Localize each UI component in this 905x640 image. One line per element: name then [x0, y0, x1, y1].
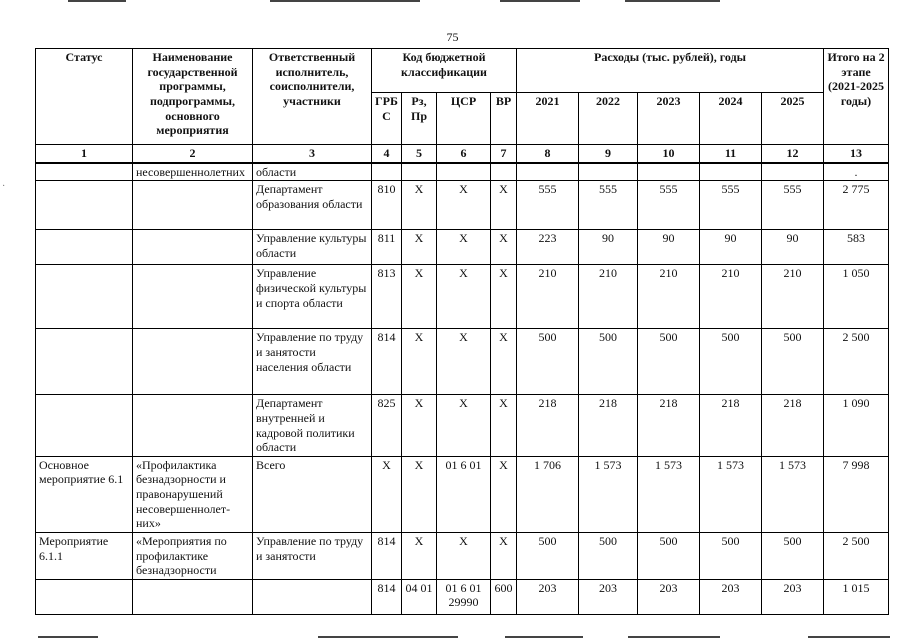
cell-2021: 210: [517, 265, 579, 329]
cell-csr: [437, 163, 491, 181]
header-year-2021: 2021: [517, 93, 579, 145]
cell-status: [36, 329, 133, 395]
table-row: [36, 230, 889, 265]
column-number: 7: [491, 145, 517, 163]
cell-total: 2 500: [824, 532, 889, 579]
cell-status: [36, 265, 133, 329]
cell-2021: 500: [517, 532, 579, 579]
cell-vr: Х: [491, 456, 517, 532]
cell-2022: 555: [579, 181, 638, 230]
cell-csr: Х: [437, 230, 491, 265]
cell-vr: 600: [491, 579, 517, 614]
cell-2025: 218: [762, 395, 824, 457]
header-year-2023: 2023: [638, 93, 700, 145]
header-vr: ВР: [491, 93, 517, 145]
cell-2022: 90: [579, 230, 638, 265]
budget-table: [35, 48, 889, 615]
cell-executor: Управление культуры области: [253, 230, 372, 265]
cell-total: 2 500: [824, 329, 889, 395]
cell-csr: Х: [437, 395, 491, 457]
cell-name: [133, 230, 253, 265]
cell-vr: [491, 163, 517, 181]
bottom-edge-line-4: [628, 636, 720, 638]
cell-grbs: 825: [372, 395, 402, 457]
cell-2025: [762, 163, 824, 181]
cell-2025: 1 573: [762, 456, 824, 532]
cell-status: [36, 230, 133, 265]
cell-executor: Управление по труду и занятости населения области: [253, 329, 372, 395]
cell-executor: Департамент образования области: [253, 181, 372, 230]
cell-2022: 218: [579, 395, 638, 457]
cell-2024: 218: [700, 395, 762, 457]
cell-csr: Х: [437, 532, 491, 579]
cell-2022: 500: [579, 532, 638, 579]
cell-executor: [253, 579, 372, 614]
cell-2023: 555: [638, 181, 700, 230]
cell-csr: Х: [437, 181, 491, 230]
cell-2021: 500: [517, 329, 579, 395]
table-row: [36, 265, 889, 329]
cell-2021: 555: [517, 181, 579, 230]
cell-2024: 500: [700, 532, 762, 579]
cell-2023: 210: [638, 265, 700, 329]
cell-total: 7 998: [824, 456, 889, 532]
cell-status: Мероприятие 6.1.1: [36, 532, 133, 579]
cell-name: несовершеннолетних: [133, 163, 253, 181]
cell-grbs: [372, 163, 402, 181]
bottom-edge-line-2: [318, 636, 458, 638]
column-number: 6: [437, 145, 491, 163]
header-csr: ЦСР: [437, 93, 491, 145]
cell-2022: 500: [579, 329, 638, 395]
cell-2023: 90: [638, 230, 700, 265]
table-body: [36, 163, 889, 615]
cell-executor: Департамент внутренней и кадровой политики области: [253, 395, 372, 457]
bottom-edge-line-3: [505, 636, 583, 638]
top-edge-line-4: [625, 0, 720, 2]
cell-csr: 01 6 01: [437, 456, 491, 532]
cell-status: [36, 395, 133, 457]
header-year-2025: 2025: [762, 93, 824, 145]
header-status: Статус: [36, 49, 133, 145]
column-number: 13: [824, 145, 889, 163]
table-row: [36, 456, 889, 532]
column-number-row: [36, 145, 889, 163]
header-name: Наименование государственной программы, подпрограммы, основного мероприятия: [133, 49, 253, 145]
column-number: 12: [762, 145, 824, 163]
bottom-edge-line-5: [808, 636, 890, 638]
cell-2025: 210: [762, 265, 824, 329]
column-number: 11: [700, 145, 762, 163]
cell-2024: 90: [700, 230, 762, 265]
cell-2023: [638, 163, 700, 181]
cell-rzpr: Х: [402, 181, 437, 230]
cell-grbs: 814: [372, 579, 402, 614]
stray-mark: ·: [2, 181, 6, 192]
cell-rzpr: Х: [402, 230, 437, 265]
table-row: [36, 163, 889, 181]
cell-grbs: 810: [372, 181, 402, 230]
header-total: Итого на 2 этапе (2021-2025 годы): [824, 49, 889, 145]
cell-2023: 203: [638, 579, 700, 614]
cell-2023: 500: [638, 532, 700, 579]
cell-total: 1 090: [824, 395, 889, 457]
cell-rzpr: [402, 163, 437, 181]
table-row: [36, 532, 889, 579]
cell-2022: 1 573: [579, 456, 638, 532]
cell-name: «Профилактика безнадзорности и правонарушений несовершеннолет-них»: [133, 456, 253, 532]
top-edge-line-2: [270, 0, 420, 2]
cell-2025: 203: [762, 579, 824, 614]
cell-grbs: Х: [372, 456, 402, 532]
cell-2022: 203: [579, 579, 638, 614]
table-row: [36, 181, 889, 230]
header-budget-code: Код бюджетной классификации: [372, 49, 517, 93]
cell-name: «Мероприятия по профилактике безнадзорности: [133, 532, 253, 579]
header-grbs: ГРБ С: [372, 93, 402, 145]
cell-2025: 555: [762, 181, 824, 230]
column-number: 4: [372, 145, 402, 163]
cell-vr: Х: [491, 230, 517, 265]
bottom-edge-line-1: [38, 636, 98, 638]
cell-grbs: 814: [372, 329, 402, 395]
cell-2021: 203: [517, 579, 579, 614]
table-row: [36, 395, 889, 457]
cell-rzpr: Х: [402, 532, 437, 579]
header-expenses: Расходы (тыс. рублей), годы: [517, 49, 824, 93]
cell-2022: 210: [579, 265, 638, 329]
cell-csr: Х: [437, 329, 491, 395]
cell-executor: Управление по труду и занятости: [253, 532, 372, 579]
cell-total: 2 775: [824, 181, 889, 230]
cell-rzpr: Х: [402, 329, 437, 395]
cell-rzpr: Х: [402, 395, 437, 457]
column-number: 5: [402, 145, 437, 163]
table-row: [36, 579, 889, 614]
cell-2021: 218: [517, 395, 579, 457]
cell-grbs: 814: [372, 532, 402, 579]
table-row: [36, 329, 889, 395]
cell-2023: 500: [638, 329, 700, 395]
cell-2025: 500: [762, 329, 824, 395]
cell-name: [133, 395, 253, 457]
cell-2024: [700, 163, 762, 181]
cell-rzpr: Х: [402, 456, 437, 532]
cell-2023: 1 573: [638, 456, 700, 532]
cell-2021: 223: [517, 230, 579, 265]
cell-2025: 90: [762, 230, 824, 265]
cell-2024: 555: [700, 181, 762, 230]
cell-name: [133, 265, 253, 329]
cell-name: [133, 181, 253, 230]
cell-status: [36, 181, 133, 230]
column-number: 2: [133, 145, 253, 163]
cell-2025: 500: [762, 532, 824, 579]
column-number: 10: [638, 145, 700, 163]
column-number: 9: [579, 145, 638, 163]
cell-vr: Х: [491, 532, 517, 579]
cell-2021: [517, 163, 579, 181]
header-year-2024: 2024: [700, 93, 762, 145]
cell-status: [36, 579, 133, 614]
cell-csr: 01 6 01 29990: [437, 579, 491, 614]
cell-name: [133, 329, 253, 395]
header-executor: Ответственный исполнитель, соисполнители, участники: [253, 49, 372, 145]
cell-name: [133, 579, 253, 614]
cell-executor: Всего: [253, 456, 372, 532]
cell-vr: Х: [491, 265, 517, 329]
cell-2023: 218: [638, 395, 700, 457]
top-edge-line-1: [68, 0, 126, 2]
cell-total: 1 050: [824, 265, 889, 329]
cell-vr: Х: [491, 395, 517, 457]
cell-total: 1 015: [824, 579, 889, 614]
cell-2024: 500: [700, 329, 762, 395]
cell-total: .: [824, 163, 889, 181]
cell-executor: области: [253, 163, 372, 181]
cell-status: [36, 163, 133, 181]
cell-total: 583: [824, 230, 889, 265]
cell-csr: Х: [437, 265, 491, 329]
cell-rzpr: Х: [402, 265, 437, 329]
cell-2022: [579, 163, 638, 181]
cell-2024: 203: [700, 579, 762, 614]
page-number: 75: [446, 30, 459, 44]
cell-status: Основное мероприятие 6.1: [36, 456, 133, 532]
cell-vr: Х: [491, 329, 517, 395]
cell-rzpr: 04 01: [402, 579, 437, 614]
cell-2021: 1 706: [517, 456, 579, 532]
cell-2024: 1 573: [700, 456, 762, 532]
header-year-2022: 2022: [579, 93, 638, 145]
cell-vr: Х: [491, 181, 517, 230]
cell-executor: Управление физической культуры и спорта области: [253, 265, 372, 329]
cell-grbs: 813: [372, 265, 402, 329]
column-number: 8: [517, 145, 579, 163]
top-edge-line-3: [500, 0, 580, 2]
column-number: 3: [253, 145, 372, 163]
column-number: 1: [36, 145, 133, 163]
cell-2024: 210: [700, 265, 762, 329]
header-rzpr: Рз, Пр: [402, 93, 437, 145]
cell-grbs: 811: [372, 230, 402, 265]
